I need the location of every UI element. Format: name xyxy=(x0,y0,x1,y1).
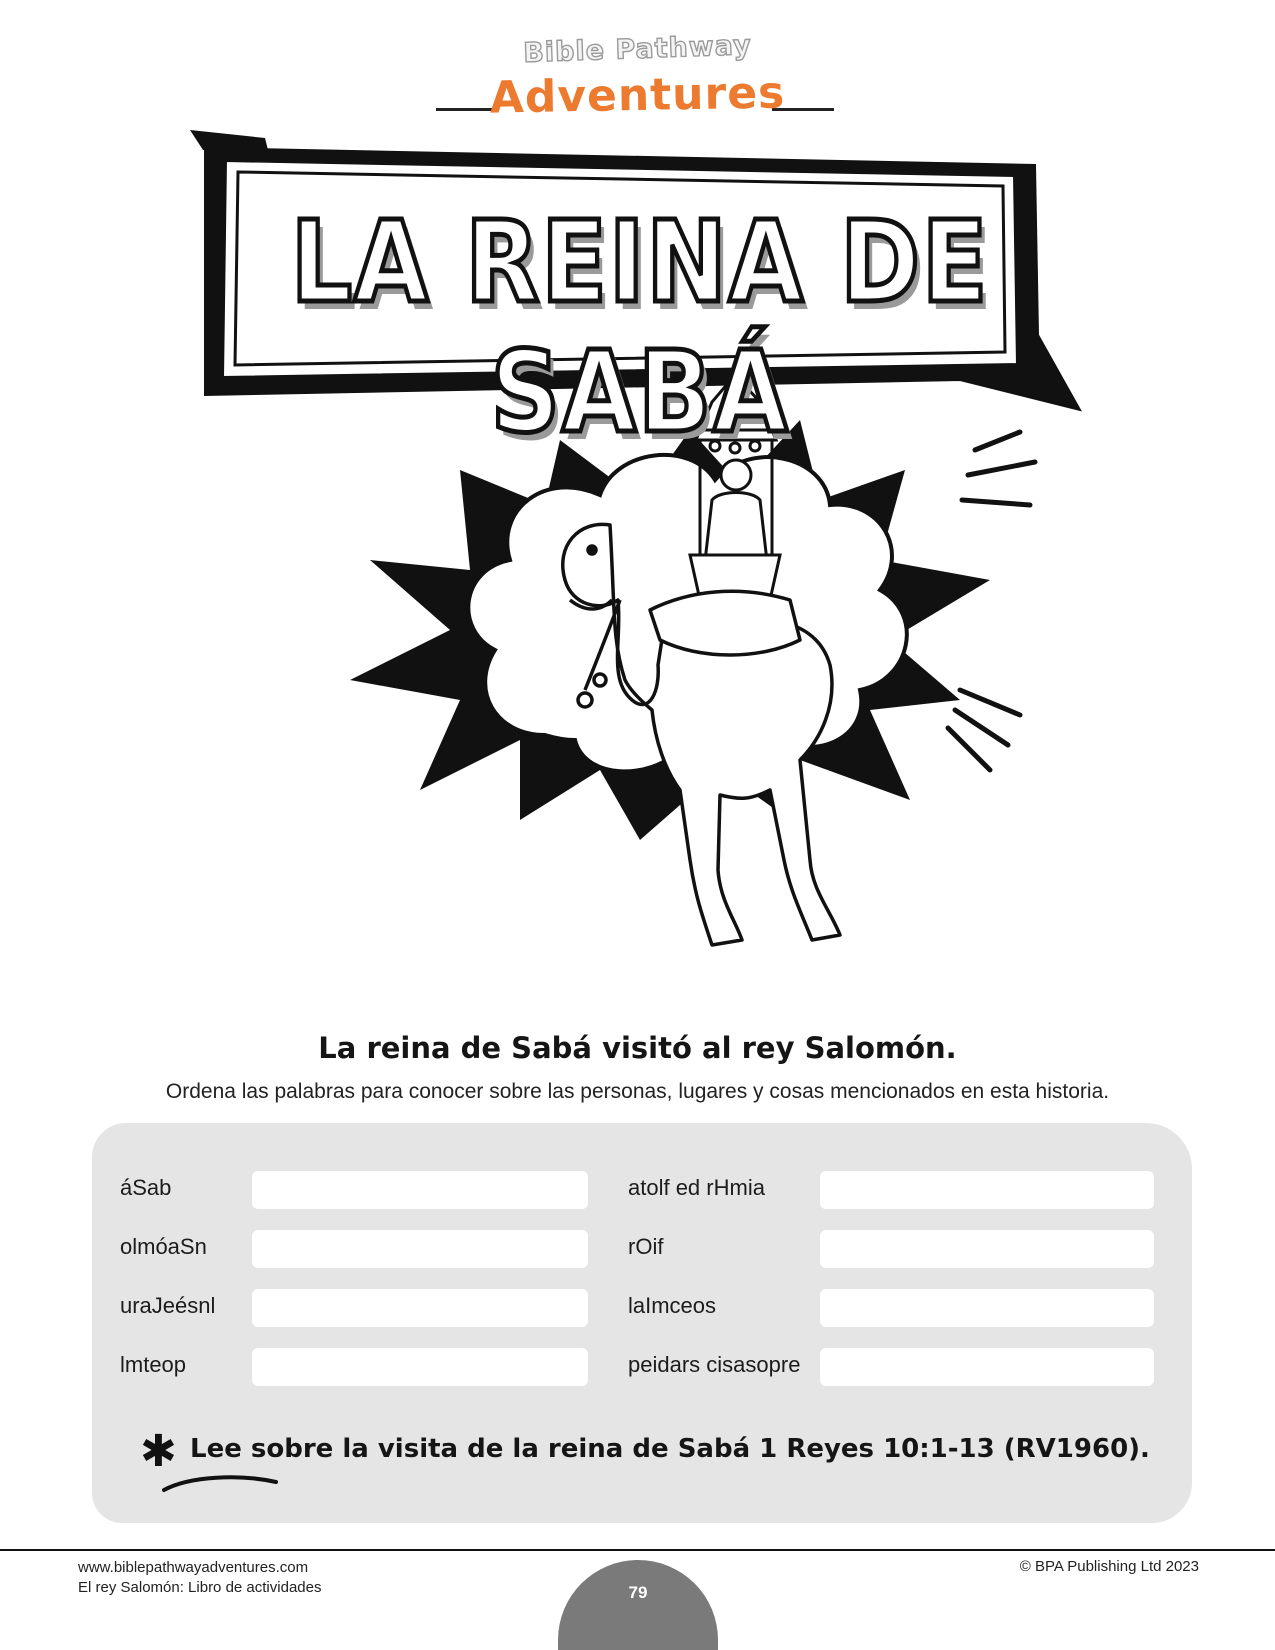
scrambled-word: rOif xyxy=(628,1234,664,1259)
footer-copyright: © BPA Publishing Ltd 2023 xyxy=(1019,1558,1199,1575)
page-title: LA REINA DE SABÁ xyxy=(290,198,990,458)
answer-field[interactable] xyxy=(252,1348,588,1386)
footer-website-link[interactable]: www.biblepathwayadventures.com xyxy=(78,1559,309,1576)
answer-field[interactable] xyxy=(820,1348,1154,1386)
scramble-row xyxy=(120,1171,620,1211)
logo-main-text: Adventures xyxy=(489,67,786,124)
scrambled-word: atolf ed rHmia xyxy=(628,1175,765,1200)
answer-field[interactable] xyxy=(252,1230,588,1268)
footer-book-title: El rey Salomón: Libro de actividades xyxy=(78,1579,322,1596)
scramble-row xyxy=(628,1289,1168,1329)
answer-field[interactable] xyxy=(252,1289,588,1327)
scrambled-word: áSab xyxy=(120,1175,172,1200)
answer-field[interactable] xyxy=(252,1171,588,1209)
scrambled-word: olmóaSn xyxy=(120,1234,207,1259)
scramble-row xyxy=(628,1171,1168,1211)
scramble-row xyxy=(120,1230,620,1270)
answer-field[interactable] xyxy=(820,1289,1154,1327)
answer-field[interactable] xyxy=(820,1230,1154,1268)
scrambled-word: peidars cisasopre xyxy=(628,1352,801,1377)
reading-note-text: Lee sobre la visita de la reina de Sabá 1 Reyes 10:1-13 (RV1960). xyxy=(190,1434,1150,1464)
underline-swoosh-icon xyxy=(160,1472,280,1496)
scramble-row xyxy=(120,1289,620,1329)
headline: La reina de Sabá visitó al rey Salomón. xyxy=(318,1031,957,1065)
scrambled-word: uraJeésnl xyxy=(120,1293,216,1318)
scrambled-word: lmteop xyxy=(120,1352,187,1377)
instructions: Ordena las palabras para conocer sobre las personas, lugares y cosas mencionados en esta historia. xyxy=(165,1080,1110,1103)
asterisk-icon: ✱ xyxy=(140,1426,177,1477)
footer-left xyxy=(78,1558,321,1598)
footer-divider xyxy=(0,1549,1275,1551)
scramble-row xyxy=(628,1230,1168,1270)
scramble-row xyxy=(120,1348,620,1388)
page-number: 79 xyxy=(628,1583,648,1602)
page-number-tab xyxy=(558,1560,718,1650)
scrambled-word: laImceos xyxy=(628,1293,717,1318)
logo-top-text: Bible Pathway xyxy=(522,30,753,69)
scramble-row xyxy=(628,1348,1168,1388)
answer-field[interactable] xyxy=(820,1171,1154,1209)
